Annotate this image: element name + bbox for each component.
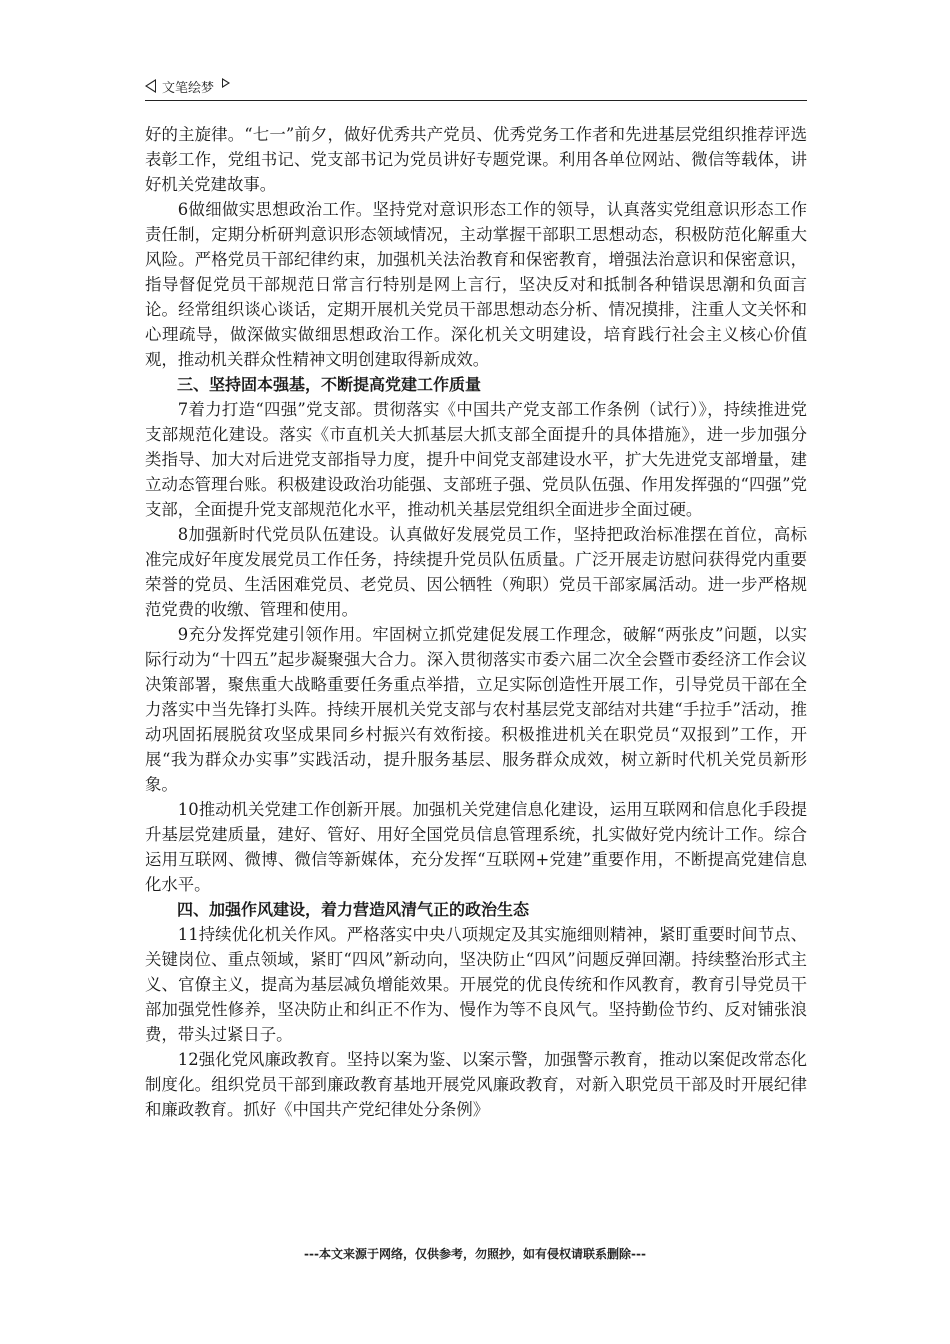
paragraph-item-11: 11持续优化机关作风。严格落实中央八项规定及其实施细则精神，紧盯重要时间节点、关键岗位、重点领域，紧盯“四风”新动向，坚决防止“四风”问题反弹回潮。持续整治形式主义、官僚主义，提高为基层减负增能效果。开展党的优良传统和作风教育，教育引导党员干部加强党性修养，坚决防止和纠正不作为、慢作为等不良风气。坚持勤俭节约、反对铺张浪费，带头过紧日子。 bbox=[145, 925, 807, 1044]
paragraph-continued: 好的主旋律。“七一”前夕，做好优秀共产党员、优秀党务工作者和先进基层党组织推荐评选表彰工作，党组书记、党支部书记为党员讲好专题党课。利用各单位网站、微信等载体，讲好机关党建故事。 bbox=[145, 125, 807, 194]
paragraph-item-8: 8加强新时代党员队伍建设。认真做好发展党员工作，坚持把政治标准摆在首位，高标准完成好年度发展党员工作任务，持续提升党员队伍质量。广泛开展走访慰问获得党内重要荣誉的党员、生活困难党员、老党员、因公牺牲（殉职）党员干部家属活动。进一步严格规范党费的收缴、管理和使用。 bbox=[145, 525, 807, 619]
section-heading-3: 三、坚持固本强基，不断提高党建工作质量 bbox=[177, 375, 482, 394]
triangle-left-icon bbox=[145, 79, 156, 93]
page-header bbox=[145, 74, 805, 98]
document-body bbox=[145, 122, 807, 1122]
header-title: 文笔绘梦 bbox=[162, 80, 215, 96]
page-footer: ---本文来源于网络，仅供参考，勿照抄，如有侵权请联系删除--- bbox=[304, 1247, 646, 1261]
paragraph-item-7: 7着力打造“四强”党支部。贯彻落实《中国共产党支部工作条例（试行）》，持续推进党支部规范化建设。落实《市直机关大抓基层大抓支部全面提升的具体措施》，进一步加强分类指导、加大对后进党支部指导力度，提升中间党支部建设水平，扩大先进党支部增量，建立动态管理台账。积极建设政治功能强、支部班子强、党员队伍强、作用发挥强的“四强”党支部，全面提升党支部规范化水平，推动机关基层党组织全面进步全面过硬。 bbox=[145, 400, 807, 519]
section-heading-4: 四、加强作风建设，着力营造风清气正的政治生态 bbox=[177, 900, 530, 919]
paragraph-item-12: 12强化党风廉政教育。坚持以案为鉴、以案示警，加强警示教育，推动以案促改常态化制度化。组织党员干部到廉政教育基地开展党风廉政教育，对新入职党员干部及时开展纪律和廉政教育。抓好《中国共产党纪律处分条例》 bbox=[145, 1050, 807, 1119]
paragraph-item-6: 6做细做实思想政治工作。坚持党对意识形态工作的领导，认真落实党组意识形态工作责任制，定期分析研判意识形态领域情况，主动掌握干部职工思想动态，积极防范化解重大风险。严格党员干部纪律约束，加强机关法治教育和保密教育，增强法治意识和保密意识，指导督促党员干部规范日常言行特别是网上言行，坚决反对和抵制各种错误思潮和负面言论。经常组织谈心谈话，定期开展机关党员干部思想动态分析、情况摸排，注重人文关怀和心理疏导，做深做实做细思想政治工作。深化机关文明建设，培育践行社会主义核心价值观，推动机关群众性精神文明创建取得新成效。 bbox=[145, 200, 807, 369]
paragraph-item-9: 9充分发挥党建引领作用。牢固树立抓党建促发展工作理念，破解“两张皮”问题，以实际行动为“十四五”起步凝聚强大合力。深入贯彻落实市委六届二次全会暨市委经济工作会议决策部署，聚焦重大战略重要任务重点举措，立足实际创造性开展工作，引导党员干部在全力落实中当先锋打头阵。持续开展机关党支部与农村基层党支部结对共建“手拉手”活动，推动巩固拓展脱贫攻坚成果同乡村振兴有效衔接。积极推进机关在职党员“双报到”工作，开展“我为群众办实事”实践活动，提升服务基层、服务群众成效，树立新时代机关党员新形象。 bbox=[145, 625, 807, 794]
header-divider bbox=[145, 100, 807, 101]
triangle-right-icon bbox=[222, 78, 230, 88]
paragraph-item-10: 10推动机关党建工作创新开展。加强机关党建信息化建设，运用互联网和信息化手段提升基层党建质量，建好、管好、用好全国党员信息管理系统，扎实做好党内统计工作。综合运用互联网、微博、微信等新媒体，充分发挥“互联网+党建”重要作用，不断提高党建信息化水平。 bbox=[145, 800, 807, 894]
